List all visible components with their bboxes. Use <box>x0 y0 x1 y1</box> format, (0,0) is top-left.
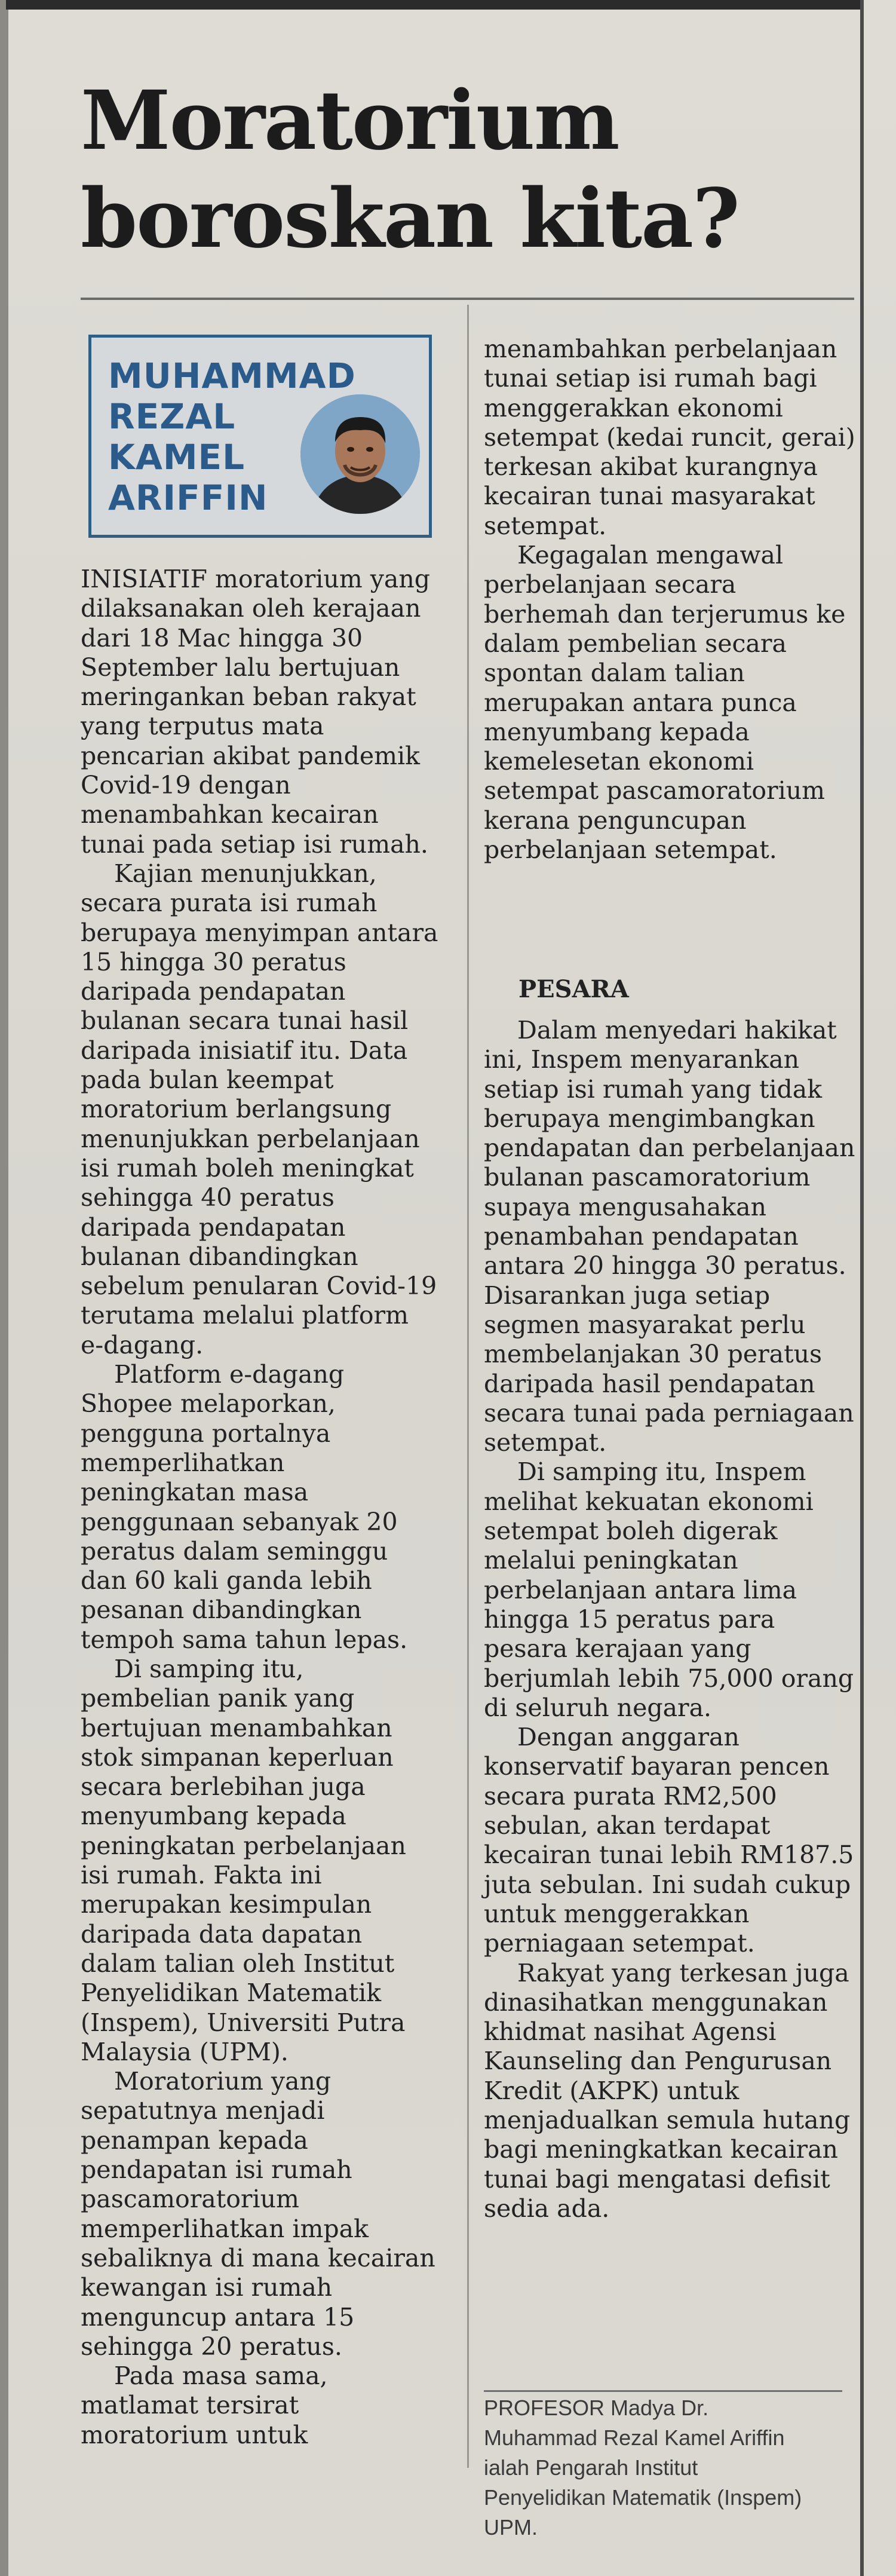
paragraph: Di samping itu, Inspem melihat kekuatan ekonomi setempat boleh digerak melalui peningkatan perbelanjaan antara lima hingga 15 peratus para pesara kerajaan yang berjumlah lebih 75,000 orang di seluruh negara. <box>484 1457 854 1722</box>
author-name: MUHAMMAD REZAL KAMEL ARIFFIN <box>108 356 356 518</box>
column-divider <box>467 305 469 2468</box>
paragraph: Platform e-dagang Shopee melaporkan, pengguna portalnya memperlihatkan peningkatan masa penggunaan sebanyak 20 peratus dalam seminggu dan 60 kali ganda lebih pesanan dibandingkan tempoh sama tahun lepas. <box>81 1360 408 1654</box>
author-byline-box <box>88 335 432 538</box>
author-portrait-icon <box>300 394 420 514</box>
right-column-top <box>484 335 866 865</box>
top-rule <box>6 0 860 10</box>
paragraph: Kegagalan mengawal perbelanjaan secara berhemah dan terjerumus ke dalam pembelian secara spontan dalam talian merupakan antara punca menyumbang kepada kemelesetan ekonomi setempat pascamoratorium kerana penguncupan perbelanjaan setempat. <box>484 541 846 865</box>
left-column <box>81 565 439 2450</box>
paragraph: Di samping itu, pembelian panik yang bertujuan menambahkan stok simpanan keperluan secara berlebihan juga menyumbang kepada peningkatan perbelanjaan isi rumah. Fakta ini merupakan kesimpulan daripada data dapatan dalam talian oleh Institut Penyelidikan Matematik (Inspem), Universiti Putra Malaysia (UPM). <box>81 1654 406 2066</box>
author-photo <box>300 394 420 514</box>
right-column-bottom <box>484 1016 866 2223</box>
headline-divider <box>81 298 854 300</box>
paragraph: Moratorium yang sepatutnya menjadi penampan kepada pendapatan isi rumah pascamoratorium memperlihatkan impak sebaliknya di mana kecairan kewangan isi rumah menguncup antara 15 sehingga 20 peratus. <box>81 2067 435 2361</box>
bio-divider <box>484 2390 842 2392</box>
subheading: PESARA <box>518 975 629 1003</box>
paragraph: menambahkan perbelanjaan tunai setiap isi rumah bagi menggerakkan ekonomi setempat (kedai runcit, gerai) terkesan akibat kurangnya kecairan tunai masyarakat setempat. <box>484 335 855 540</box>
paragraph: Rakyat yang terkesan juga dinasihatkan menggunakan khidmat nasihat Agensi Kaunseling dan Pengurusan Kredit (AKPK) untuk menjadualkan semula hutang bagi meningkatkan kecairan tunai bagi mengatasi defisit sedia ada. <box>484 1958 851 2223</box>
page-edge <box>0 0 8 2576</box>
paragraph: Pada masa sama, matlamat tersirat moratorium untuk <box>81 2361 328 2449</box>
headline: Moratorium boroskan kita? <box>81 73 739 267</box>
paragraph: Dengan anggaran konservatif bayaran pencen secara purata RM2,500 sebulan, akan terdapat kecairan tunai lebih RM187.5 juta sebulan. Ini sudah cukup untuk menggerakkan perniagaan setempat. <box>484 1723 854 1958</box>
paragraph: INISIATIF moratorium yang dilaksanakan oleh kerajaan dari 18 Mac hingga 30 September lalu bertujuan meringankan beban rakyat yang terputus mata pencarian akibat pandemik Covid-19 dengan menambahkan kecairan tunai pada setiap isi rumah. <box>81 565 430 859</box>
paragraph: Kajian menunjukkan, secara purata isi rumah berupaya menyimpan antara 15 hingga 30 peratus daripada pendapatan bulanan secara tunai hasil daripada inisiatif itu. Data pada bulan keempat moratorium berlangsung menunjukkan perbelanjaan isi rumah boleh meningkat sehingga 40 peratus daripada pendapatan bulanan dibandingkan sebelum penularan Covid-19 terutama melalui platform e-dagang. <box>81 859 438 1359</box>
paragraph: Dalam menyedari hakikat ini, Inspem menyarankan setiap isi rumah yang tidak berupaya mengimbangkan pendapatan dan perbelanjaan bulanan pascamoratorium supaya mengusahakan penambahan pendapatan antara 20 hingga 30 peratus. Disarankan juga setiap segmen masyarakat perlu membelanjakan 30 peratus daripada hasil pendapatan secara tunai pada perniagaan setempat. <box>484 1016 855 1457</box>
author-bio: PROFESOR Madya Dr. Muhammad Rezal Kamel Ariffin ialah Pengarah Institut Penyelidikan Matematik (Inspem) UPM. <box>484 2396 802 2540</box>
